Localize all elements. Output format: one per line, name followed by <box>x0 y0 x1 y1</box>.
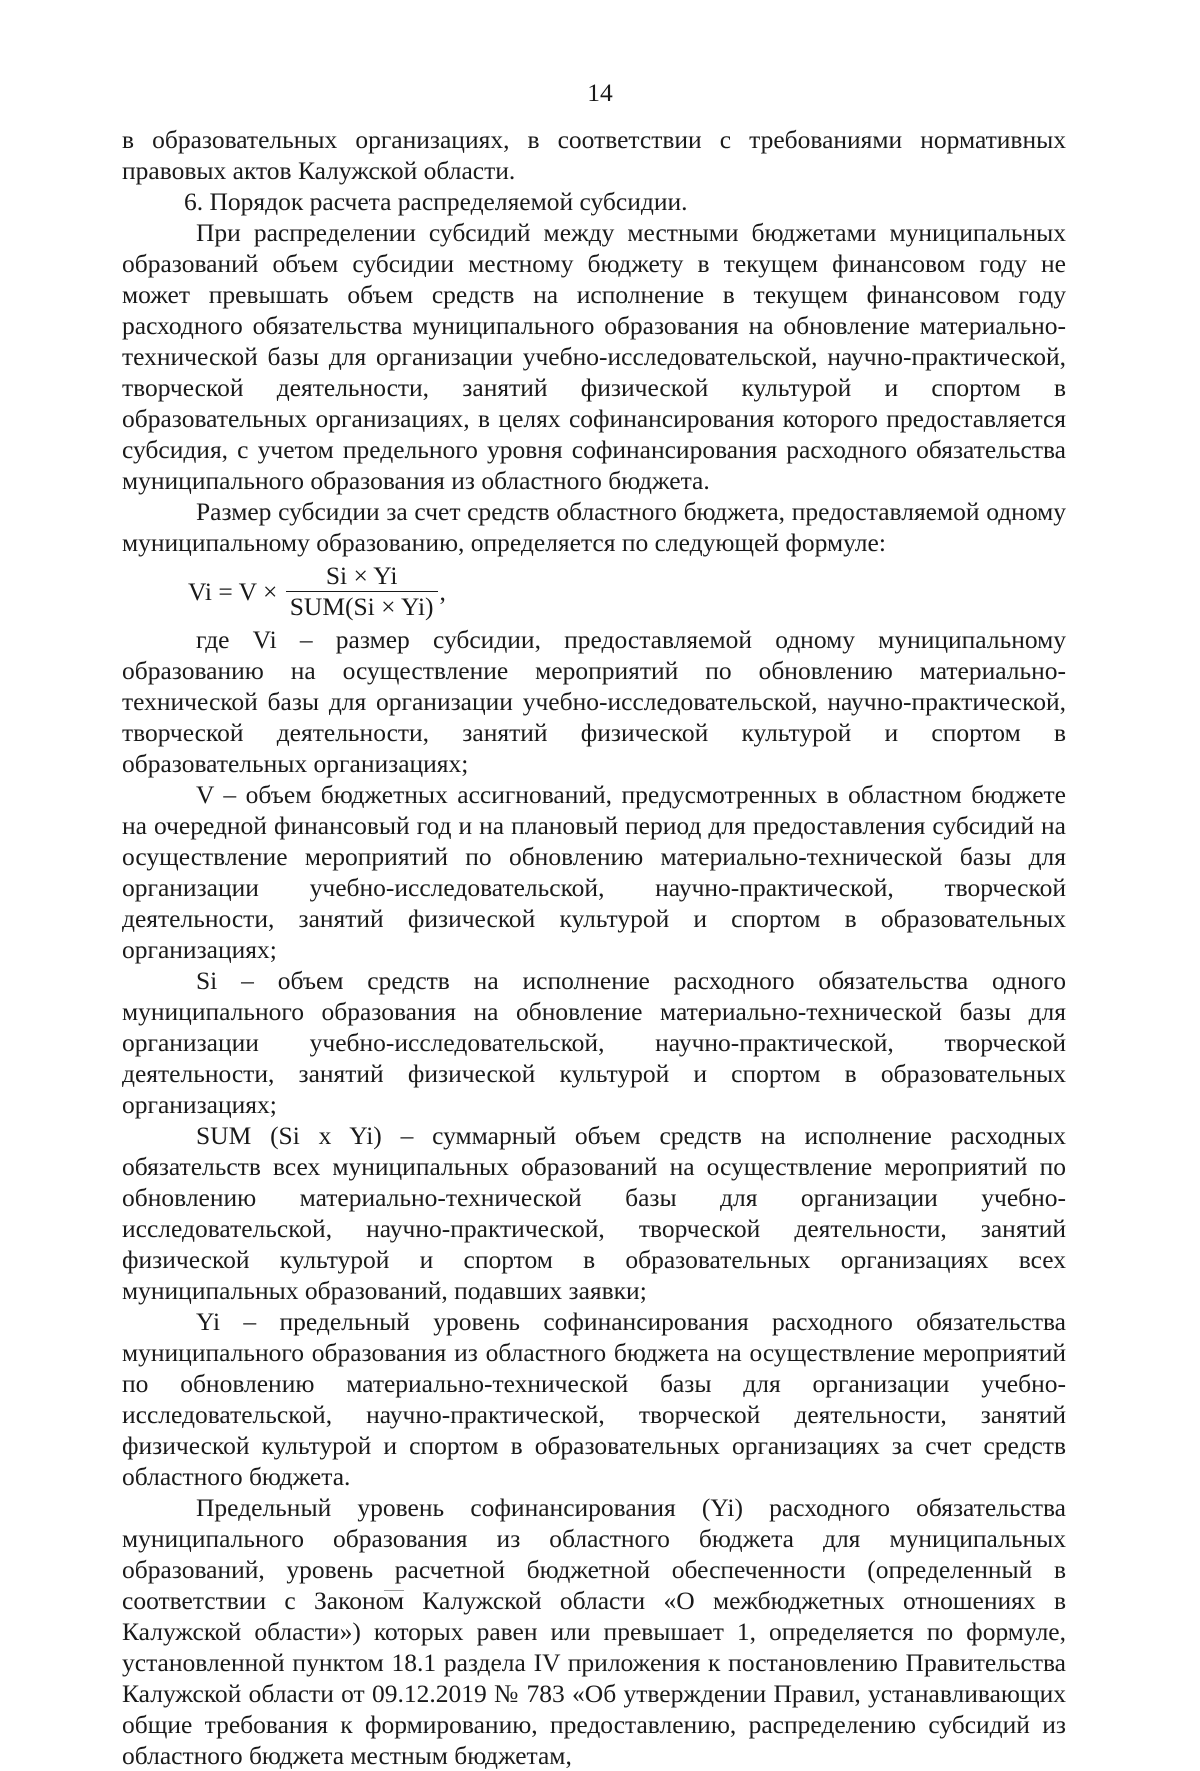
section-heading-6: 6. Порядок расчета распределяемой субсидии. <box>184 187 688 216</box>
paragraph-formula-intro: Размер субсидии за счет средств областного бюджета, предоставляемой одному муниципальному образованию, определяется по следующей формуле: <box>122 497 1066 557</box>
formula-comma: , <box>439 576 446 606</box>
document-body <box>122 124 1066 1771</box>
subsidy-formula <box>122 558 1066 624</box>
definition-v: V – объем бюджетных ассигнований, предусмотренных в областном бюджете на очередной финансовый год и на плановый период для предоставления субсидий на осуществление мероприятий по обновлению материально-технической базы для организации учебно-исследовательской, научно-практической, творческой деятельности, занятий физической культурой и спортом в образовательных организациях; <box>122 780 1066 964</box>
scan-mark <box>384 1590 404 1591</box>
formula-fraction <box>286 561 438 622</box>
paragraph-continuation: в образовательных организациях, в соответствии с требованиями нормативных правовых актов Калужской области. <box>122 125 1066 185</box>
formula-denominator: SUM(Si × Yi) <box>289 591 434 621</box>
definition-sum: SUM (Si x Yi) – суммарный объем средств на исполнение расходных обязательств всех муниципальных образований на осуществление мероприятий по обновлению материально-технической базы для организации учебно-исследовательской, научно-практической, творческой деятельности, занятий физической культурой и спортом в образовательных организациях всех муниципальных образований, подавших заявки; <box>122 1121 1066 1305</box>
definition-vi: где Vi – размер субсидии, предоставляемой одному муниципальному образованию на осуществление мероприятий по обновлению материально-технической базы для организации учебно-исследовательской, научно-практической, творческой деятельности, занятий физической культурой и спортом в образовательных организациях; <box>122 625 1066 778</box>
page-number: 14 <box>587 78 613 107</box>
definition-si: Si – объем средств на исполнение расходного обязательства одного муниципального образования на обновление материально-технической базы для организации учебно-исследовательской, научно-практической, творческой деятельности, занятий физической культурой и спортом в образовательных организациях; <box>122 966 1066 1119</box>
formula-numerator: Si × Yi <box>325 560 398 590</box>
formula-lhs: Vi = V × <box>188 576 284 606</box>
paragraph-limit-level: Предельный уровень софинансирования (Yi) расходного обязательства муниципального образования из областного бюджета для муниципальных образований, уровень расчетной бюджетной обеспеченности (определенный в соответствии с Законом Калужской области «О межбюджетных отношениях в Калужской области») которых равен или превышает 1, определяется по формуле, установленной пунктом 18.1 раздела IV приложения к постановлению Правительства Калужской области от 09.12.2019 № 783 «Об утверждении Правил, устанавливающих общие требования к формированию, предоставлению, распределению субсидий из областного бюджета местным бюджетам, <box>122 1493 1066 1770</box>
definition-yi: Yi – предельный уровень софинансирования расходного обязательства муниципального образования из областного бюджета на осуществление мероприятий по обновлению материально-технической базы для организации учебно-исследовательской, научно-практической, творческой деятельности, занятий физической культурой и спортом в образовательных организациях за счет средств областного бюджета. <box>122 1307 1066 1491</box>
paragraph-distribution: При распределении субсидий между местными бюджетами муниципальных образований объем субсидии местному бюджету в текущем финансовом году не может превышать объем средств на исполнение в текущем финансовом году расходного обязательства муниципального образования на обновление материально-технической базы для организации учебно-исследовательской, научно-практической, творческой деятельности, занятий физической культурой и спортом в образовательных организациях, в целях софинансирования которого предоставляется субсидия, с учетом предельного уровня софинансирования расходного обязательства муниципального образования из областного бюджета. <box>122 218 1066 495</box>
